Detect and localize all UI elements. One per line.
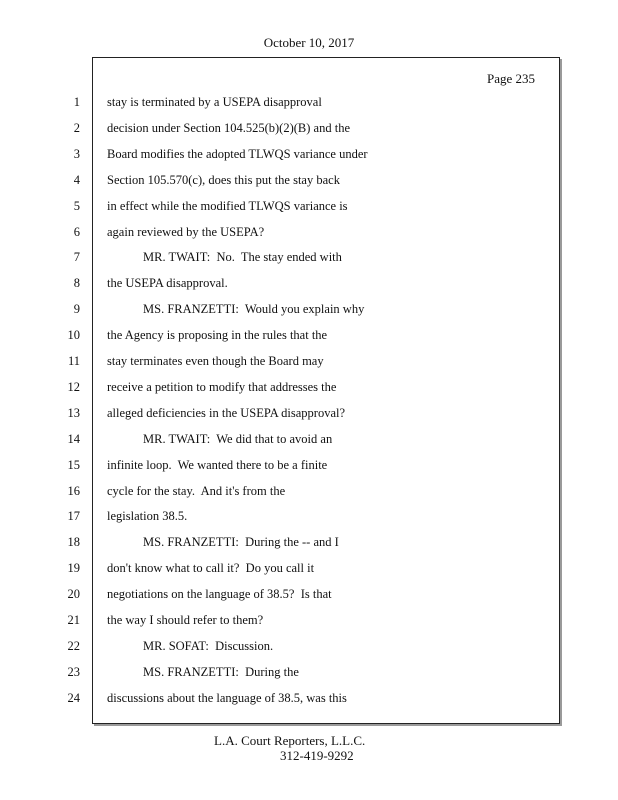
transcript-line: the Agency is proposing in the rules that the bbox=[107, 328, 328, 343]
line-number: 14 bbox=[67, 431, 80, 446]
transcript-line: receive a petition to modify that addresses the bbox=[107, 379, 337, 394]
line-number: 5 bbox=[73, 198, 80, 213]
line-number: 2 bbox=[73, 120, 80, 135]
transcript-line: legislation 38.5. bbox=[107, 509, 188, 524]
line-number: 19 bbox=[67, 561, 80, 576]
court-reporter-phone: 312-419-9292 bbox=[280, 748, 354, 763]
transcript-line: Section 105.570(c), does this put the stay back bbox=[107, 172, 340, 187]
transcript-line: alleged deficiencies in the USEPA disapproval? bbox=[107, 405, 346, 420]
line-number: 6 bbox=[73, 224, 80, 239]
page-date: October 10, 2017 bbox=[263, 35, 355, 50]
line-number: 17 bbox=[67, 509, 80, 524]
line-number: 1 bbox=[73, 95, 80, 109]
line-number: 8 bbox=[73, 276, 80, 291]
line-number: 21 bbox=[67, 613, 80, 627]
court-reporter-company: L.A. Court Reporters, L.L.C. bbox=[214, 733, 366, 748]
line-number: 23 bbox=[67, 664, 80, 679]
transcript-line: cycle for the stay. And it's from the bbox=[107, 483, 286, 498]
line-number: 4 bbox=[73, 172, 80, 187]
line-number: 15 bbox=[67, 457, 80, 472]
transcript-line: Board modifies the adopted TLWQS variance under bbox=[107, 146, 368, 161]
line-number: 7 bbox=[73, 250, 80, 265]
transcript-line: MS. FRANZETTI: During the -- and I bbox=[143, 535, 339, 550]
line-number: 11 bbox=[67, 354, 80, 368]
transcript-line: MS. FRANZETTI: During the bbox=[143, 664, 299, 679]
transcript-line: stay is terminated by a USEPA disapproval bbox=[107, 95, 322, 109]
transcript-line: don't know what to call it? Do you call it bbox=[107, 561, 315, 576]
transcript-line: in effect while the modified TLWQS variance is bbox=[107, 198, 348, 213]
transcript-line: the USEPA disapproval. bbox=[107, 276, 228, 291]
transcript-line: again reviewed by the USEPA? bbox=[107, 224, 265, 239]
line-number: 9 bbox=[73, 302, 80, 317]
transcript-line: negotiations on the language of 38.5? Is that bbox=[107, 587, 332, 602]
transcript-line: discussions about the language of 38.5, was this bbox=[107, 690, 347, 705]
line-number: 18 bbox=[67, 535, 80, 550]
line-number: 16 bbox=[67, 483, 80, 498]
transcript-line: MR. TWAIT: We did that to avoid an bbox=[143, 431, 333, 446]
transcript-line: MR. SOFAT: Discussion. bbox=[143, 638, 274, 653]
line-number: 20 bbox=[67, 587, 80, 602]
transcript-line: MS. FRANZETTI: Would you explain why bbox=[143, 302, 365, 317]
transcript-line: the way I should refer to them? bbox=[107, 613, 264, 627]
line-number: 22 bbox=[67, 638, 80, 653]
page-number: Page 235 bbox=[486, 71, 535, 86]
transcript-line: infinite loop. We wanted there to be a finite bbox=[107, 457, 328, 472]
transcript-line: decision under Section 104.525(b)(2)(B) and the bbox=[107, 120, 350, 135]
line-number: 10 bbox=[67, 328, 80, 343]
line-number: 13 bbox=[67, 405, 80, 420]
line-number: 3 bbox=[73, 146, 80, 161]
line-number: 24 bbox=[67, 690, 80, 705]
transcript-line: stay terminates even though the Board may bbox=[107, 354, 324, 368]
transcript-line: MR. TWAIT: No. The stay ended with bbox=[143, 250, 342, 265]
line-number: 12 bbox=[67, 379, 80, 394]
